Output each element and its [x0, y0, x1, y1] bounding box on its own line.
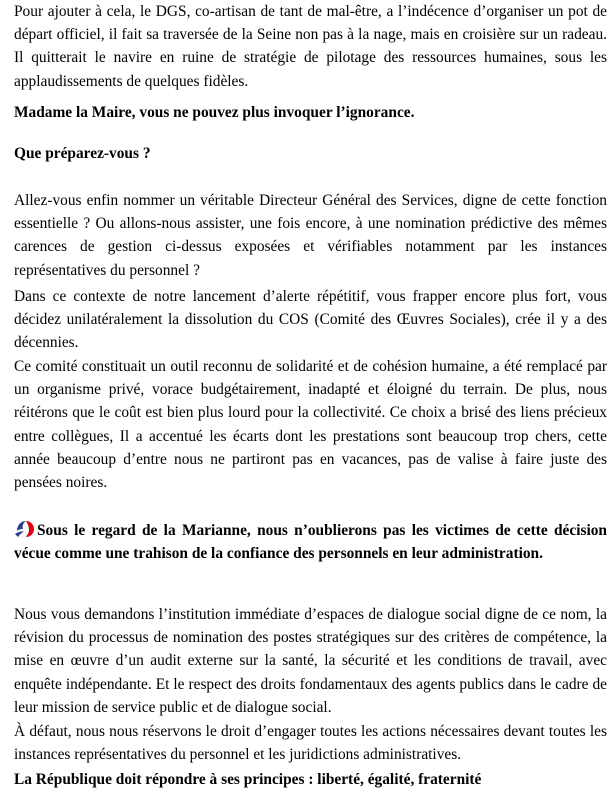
heading-que-preparez-vous: Que préparez-vous ? — [14, 145, 151, 162]
paragraph-demandes: Nous vous demandons l’institution immédiate d’espaces de dialogue social digne de ce nom, la révision du processus de nomination des postes stratégiques sur des critères de compétence, la mise en œuvre d’un audit externe sur la santé, la sécurité et les conditions de travail, avec enquête indépendante. Et le respect des droits fondamentaux des agents publics dans le cadre de leur mission de service public et de dialogue social. — [14, 606, 607, 716]
paragraph-marianne — [14, 519, 607, 565]
heading-madame-la-maire: Madame la Maire, vous ne pouvez plus invoquer l’ignorance. — [14, 104, 415, 121]
paragraph-republique: La République doit répondre à ses principes : liberté, égalité, fraternité — [14, 771, 482, 788]
marianne-icon — [14, 519, 36, 539]
marianne-text: Sous le regard de la Marianne, nous n’oublierons pas les victimes de cette décision vécue comme une trahison de la confiance des personnels en leur administration. — [14, 522, 607, 563]
paragraph-allez-vous: Allez-vous enfin nommer un véritable Directeur Général des Services, digne de cette fonction essentielle ? Ou allons-nous assister, une fois encore, à une nomination prédictive des mêmes carences de gestion ci-dessus exposées et vérifiables notamment par les instances représentatives du personnel ? — [14, 192, 607, 279]
paragraph-comite: Ce comité constituait un outil reconnu de solidarité et de cohésion humaine, a été remplacé par un organisme privé, vorace budgétairement, inadapté et éloigné du terrain. De plus, nous réitérons que le coût est bien plus lourd pour la collectivité. Ce choix a brisé des liens précieux entre collègues, Il a accentué les écarts dont les prestations sont beaucoup trop chers, cette année beaucoup d’entre nous ne partiront pas en vacances, pas de valise à faire juste des pensées noires. — [14, 358, 607, 492]
paragraph-a-defaut: À défaut, nous nous réservons le droit d’engager toutes les actions nécessaires devant toutes les instances représentatives du personnel et les juridictions administratives. — [14, 723, 607, 764]
paragraph-intro: Pour ajouter à cela, le DGS, co-artisan de tant de mal-être, a l’indécence d’organiser un pot de départ officiel, il fait sa traversée de la Seine non pas à la nage, mais en croisière sur un radeau. Il quitterait le navire en ruine de stratégie de pilotage des ressources humaines, sous les applaudissements de quelques fidèles. — [14, 3, 607, 90]
paragraph-dissolution-cos: Dans ce contexte de notre lancement d’alerte répétitif, vous frapper encore plus fort, vous décidez unilatéralement la dissolution du COS (Comité des Œuvres Sociales), crée il y a des décennies. — [14, 288, 607, 352]
